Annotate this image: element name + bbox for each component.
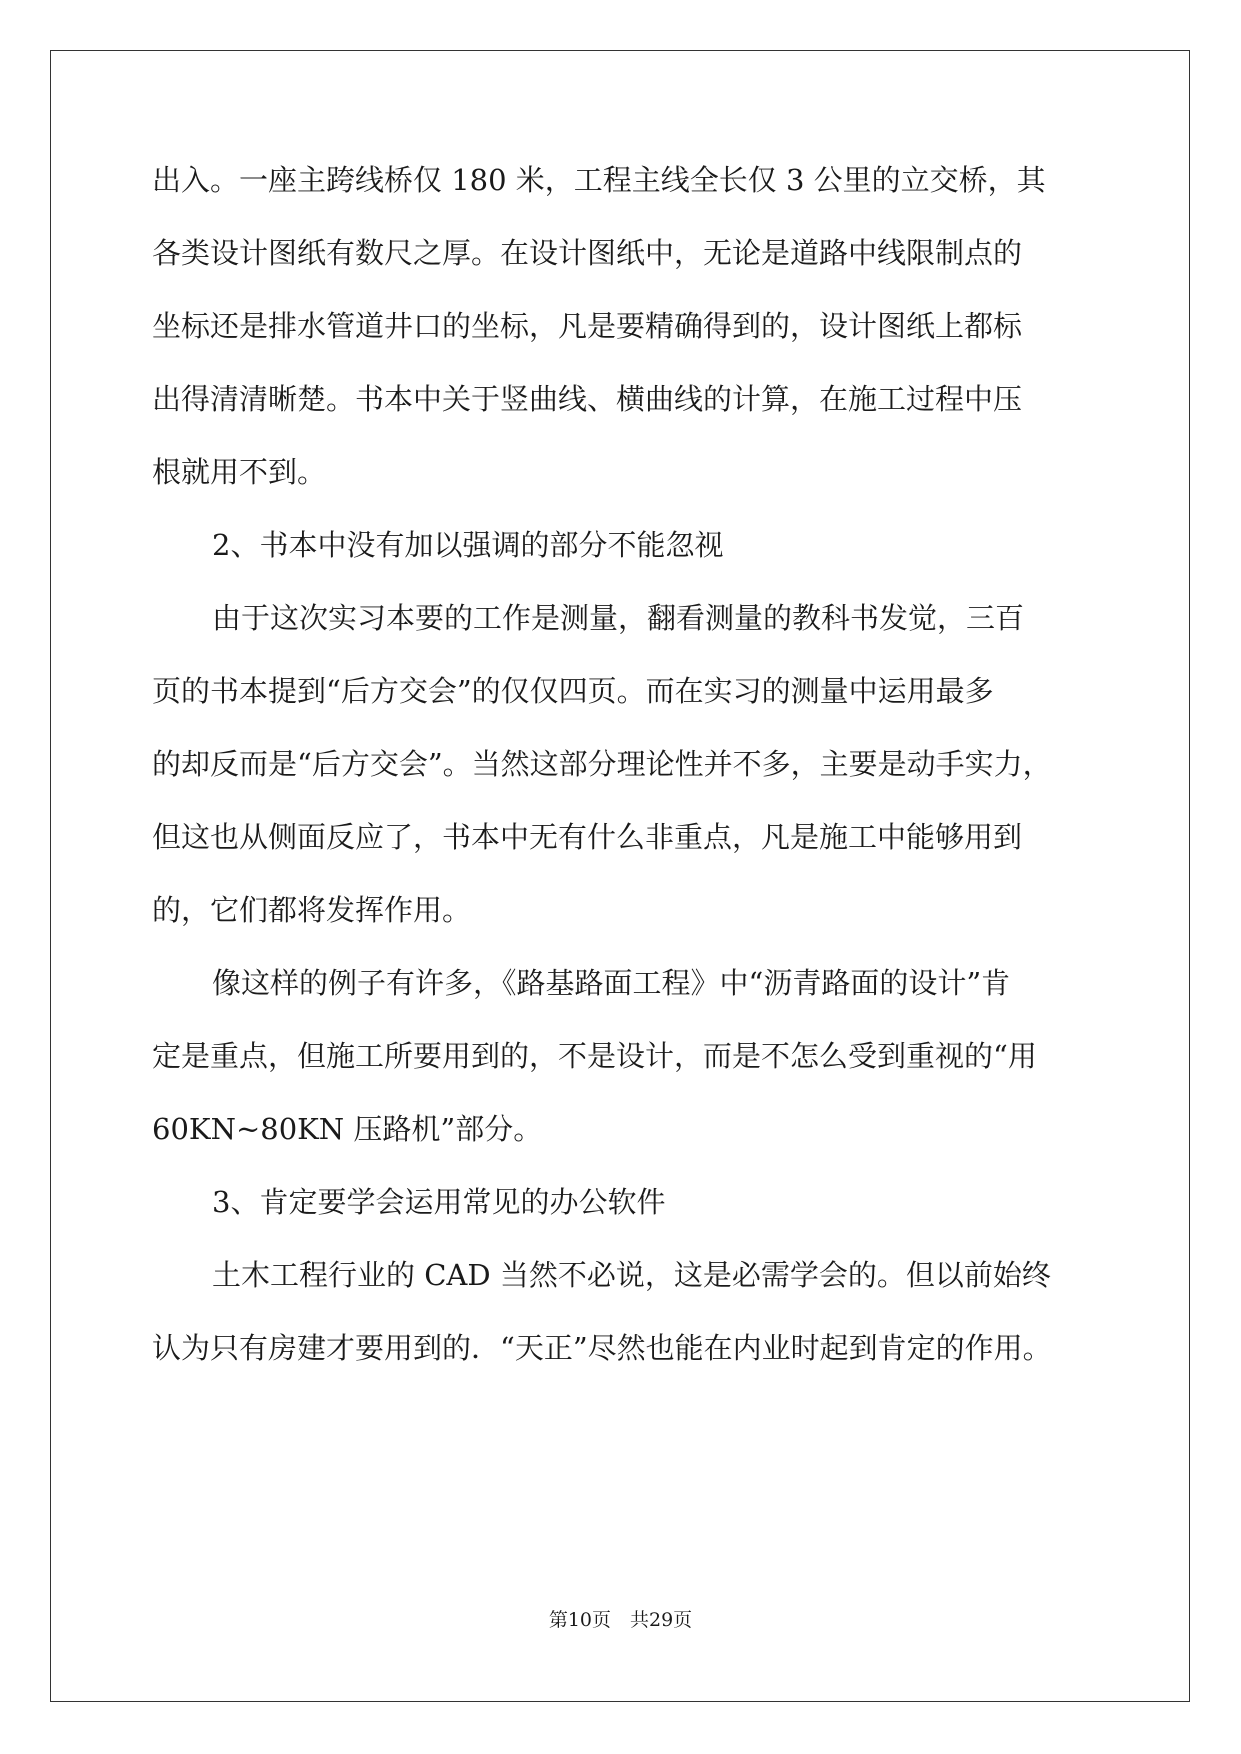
- paragraph-line: 但这也从侧面反应了，书本中无有什么非重点，凡是施工中能够用到: [152, 820, 1023, 854]
- paragraph-line: 由于这次实习本要的工作是测量，翻看测量的教科书发觉，三百: [212, 601, 1025, 635]
- paragraph-line: 像这样的例子有许多，《路基路面工程》中“沥青路面的设计”肯: [212, 966, 1011, 1000]
- paragraph-line: 60KN~80KN 压路机”部分。: [152, 1112, 543, 1146]
- section-heading: 3、肯定要学会运用常见的办公软件: [212, 1185, 666, 1219]
- section-heading: 2、书本中没有加以强调的部分不能忽视: [212, 528, 724, 562]
- page-border: [50, 50, 1190, 1702]
- paragraph-line: 各类设计图纸有数尺之厚。在设计图纸中，无论是道路中线限制点的: [152, 236, 1023, 270]
- paragraph-line: 定是重点，但施工所要用到的，不是设计，而是不怎么受到重视的“用: [152, 1039, 1037, 1073]
- paragraph-line: 土木工程行业的 CAD 当然不必说，这是必需学会的。但以前始终: [212, 1258, 1051, 1292]
- paragraph-line: 的却反而是“后方交会”。当然这部分理论性并不多，主要是动手实力，: [152, 747, 1052, 781]
- paragraph-line: 出入。一座主跨线桥仅 180 米，工程主线全长仅 3 公里的立交桥，其: [152, 163, 1046, 197]
- paragraph-line: 根就用不到。: [152, 455, 327, 489]
- paragraph-line: 坐标还是排水管道井口的坐标，凡是要精确得到的，设计图纸上都标: [152, 309, 1023, 343]
- paragraph-line: 页的书本提到“后方交会”的仅仅四页。而在实习的测量中运用最多: [152, 674, 994, 708]
- paragraph-line: 出得清清晰楚。书本中关于竖曲线、横曲线的计算，在施工过程中压: [152, 382, 1023, 416]
- paragraph-line: 的，它们都将发挥作用。: [152, 893, 472, 927]
- page-number: 第10页 共29页: [548, 1609, 693, 1631]
- paragraph-line: 认为只有房建才要用到的．“天正”尽然也能在内业时起到肯定的作用。: [152, 1331, 1052, 1365]
